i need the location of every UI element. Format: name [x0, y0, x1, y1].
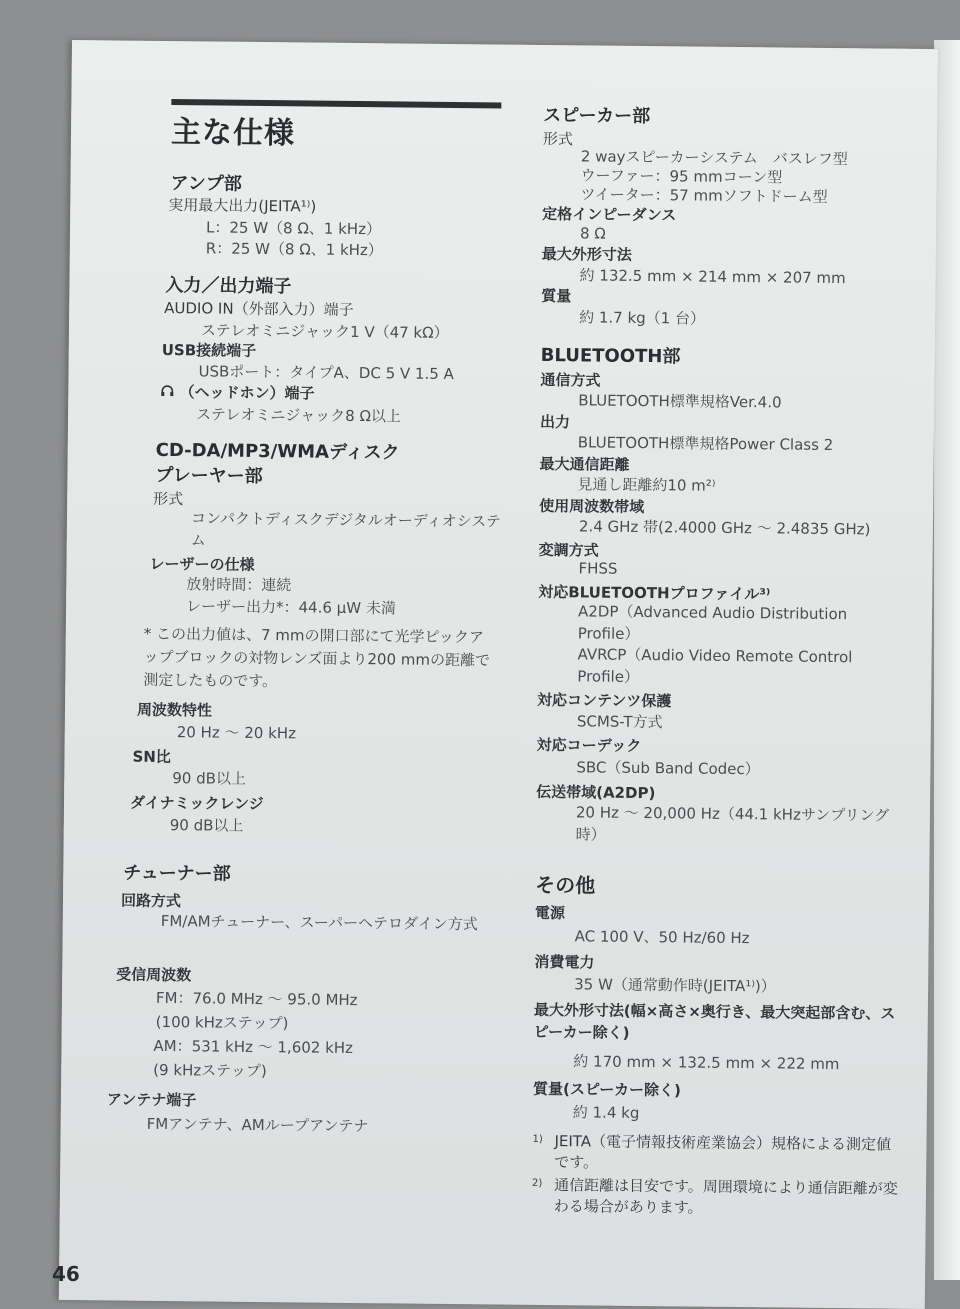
headphone-label-text: （ヘッドホン）端子: [179, 383, 315, 403]
manual-page: [59, 40, 938, 1309]
freq-value: 20 Hz ～ 20 kHz: [176, 723, 297, 743]
fm-step: (100 kHzステップ): [155, 1012, 289, 1033]
tuner-heading: チューナー部: [123, 862, 231, 885]
sn-label: SN比: [132, 747, 171, 767]
bluetooth-heading: BLUETOOTH部: [540, 344, 681, 368]
bt-output-label: 出力: [539, 412, 571, 432]
bt-mod-value: FHSS: [578, 559, 618, 578]
footnote-2-mark: 2): [531, 1177, 543, 1189]
consumption-label: 消費電力: [534, 952, 595, 972]
page-number: 46: [52, 1262, 80, 1286]
laser-label: レーザーの仕様: [149, 554, 255, 574]
footnote-1: JEITA（電子情報技術産業協会）規格による測定値です。: [554, 1132, 892, 1172]
footnote-2: 通信距離は目安です。周囲環境により通信距離が変わる場合があります。: [553, 1176, 898, 1217]
speaker-dims-label: 最大外形寸法: [541, 244, 632, 264]
bt-tx-label: 伝送帯域(A2DP): [536, 782, 656, 803]
speaker-format-1: 2 wayスピーカーシステム バスレフ型: [580, 147, 848, 169]
cd-format-value: コンパクトディスクデジタルオーディオシステム: [190, 509, 501, 550]
amp-heading: アンプ部: [170, 173, 242, 195]
circuit-value: FM/AMチューナー、スーパーヘテロダイン方式: [160, 911, 478, 934]
power-value: AC 100 V、50 Hz/60 Hz: [574, 927, 750, 948]
speaker-format-label: 形式: [542, 129, 574, 149]
bt-comm-label: 通信方式: [540, 370, 601, 390]
bt-range-value: 見通し距離約10 m²⁾: [577, 475, 716, 495]
amp-output-r: R：25 W（8 Ω、1 kHz）: [205, 239, 383, 260]
speaker-dims-value: 約 132.5 mm × 214 mm × 207 mm: [579, 266, 846, 288]
am-step: (9 kHzステップ): [153, 1060, 267, 1081]
dynamic-range-label: ダイナミックレンジ: [129, 793, 264, 814]
antenna-value: FMアンテナ、AMループアンテナ: [146, 1114, 369, 1136]
antenna-label: アンテナ端子: [106, 1090, 197, 1110]
cd-heading-2: プレーヤー部: [155, 464, 263, 488]
laser-time: 放射時間：連続: [186, 575, 292, 595]
cd-heading-1: CD-DA/MP3/WMAディスク: [155, 439, 400, 464]
power-label: 電源: [534, 903, 565, 923]
speaker-format-3: ツイーター：57 mmソフトドーム型: [580, 185, 828, 206]
headphone-label: [160, 381, 314, 404]
main-mass-value: 約 1.4 kg: [572, 1103, 640, 1123]
bt-band-value: 2.4 GHz 帯(2.4000 GHz ～ 2.4835 GHz): [578, 517, 871, 539]
main-dims-label: 最大外形寸法(幅×高さ×奥行き、最大突起部含む、スピーカー除く): [533, 1000, 896, 1042]
audio-in-label: AUDIO IN（外部入力）端子: [164, 298, 354, 319]
speaker-heading: スピーカー部: [543, 104, 651, 128]
bt-band-label: 使用周波数帯域: [539, 496, 645, 517]
next-page-edge: [934, 40, 960, 1280]
am-range: AM：531 kHz ～ 1,602 kHz: [153, 1036, 354, 1057]
impedance-label: 定格インピーダンス: [542, 204, 677, 225]
fm-range: FM：76.0 MHz ～ 95.0 MHz: [155, 988, 358, 1010]
dynamic-range-value: 90 dB以上: [169, 816, 244, 835]
freq-label: 周波数特性: [136, 700, 213, 720]
bt-cp-label: 対応コンテンツ保護: [537, 690, 672, 711]
main-dims-value: 約 170 mm × 132.5 mm × 222 mm: [573, 1052, 840, 1074]
bt-profile-label: 対応BLUETOOTHプロファイル³⁾: [538, 582, 771, 604]
bt-output-value: BLUETOOTH標準規格Power Class 2: [577, 433, 834, 454]
headphone-icon: [160, 383, 179, 401]
headphone-value: ステレオミニジャック8 Ω以上: [195, 405, 402, 426]
amp-output-label: 実用最大出力(JEITA¹⁾): [168, 196, 317, 216]
main-mass-label: 質量(スピーカー除く): [532, 1079, 681, 1100]
laser-output: レーザー出力*：44.6 μW 未満: [185, 597, 396, 618]
footnote-1-mark: 1): [532, 1133, 543, 1145]
laser-note: * この出力値は、7 mmの開口部にて光学ピックアップブロックの対物レンズ面より200 mmの距離で測定したものです。: [143, 624, 491, 691]
bt-codec-label: 対応コーデック: [536, 735, 642, 756]
speaker-mass-label: 質量: [541, 286, 572, 306]
bt-tx-value: 20 Hz ～ 20,000 Hz（44.1 kHzサンプリング時）: [575, 803, 890, 844]
bt-mod-label: 変調方式: [538, 540, 599, 560]
recv-freq-label: 受信周波数: [116, 965, 192, 985]
bt-profile-avrcp: AVRCP（Audio Video Remote Control Profile）: [577, 645, 853, 686]
other-heading: その他: [535, 872, 596, 898]
amp-output-l: L：25 W（8 Ω、1 kHz）: [205, 218, 382, 239]
speaker-mass-value: 約 1.7 kg（1 台）: [579, 308, 706, 328]
io-heading: 入力／出力端子: [165, 274, 292, 298]
bt-codec-value: SBC（Sub Band Codec）: [576, 758, 760, 779]
speaker-format-2: ウーファー：95 mmコーン型: [580, 166, 783, 187]
bt-comm-value: BLUETOOTH標準規格Ver.4.0: [578, 391, 782, 412]
page-title: 主な仕様: [170, 115, 296, 152]
bt-profile-a2dp: A2DP（Advanced Audio Distribution Profile）: [577, 602, 848, 643]
consumption-value: 35 W（通常動作時(JEITA¹⁾)）: [574, 975, 776, 996]
impedance-value: 8 Ω: [579, 224, 606, 243]
usb-label: USB接続端子: [161, 340, 257, 360]
bt-cp-value: SCMS-T方式: [576, 712, 663, 732]
sn-value: 90 dB以上: [172, 769, 247, 788]
bt-range-label: 最大通信距離: [539, 454, 630, 474]
audio-in-value: ステレオミニジャック1 V（47 kΩ）: [200, 321, 449, 342]
circuit-label: 回路方式: [120, 891, 182, 911]
cd-format-label: 形式: [153, 489, 184, 509]
usb-value: USBポート：タイプA、DC 5 V 1.5 A: [198, 362, 454, 384]
